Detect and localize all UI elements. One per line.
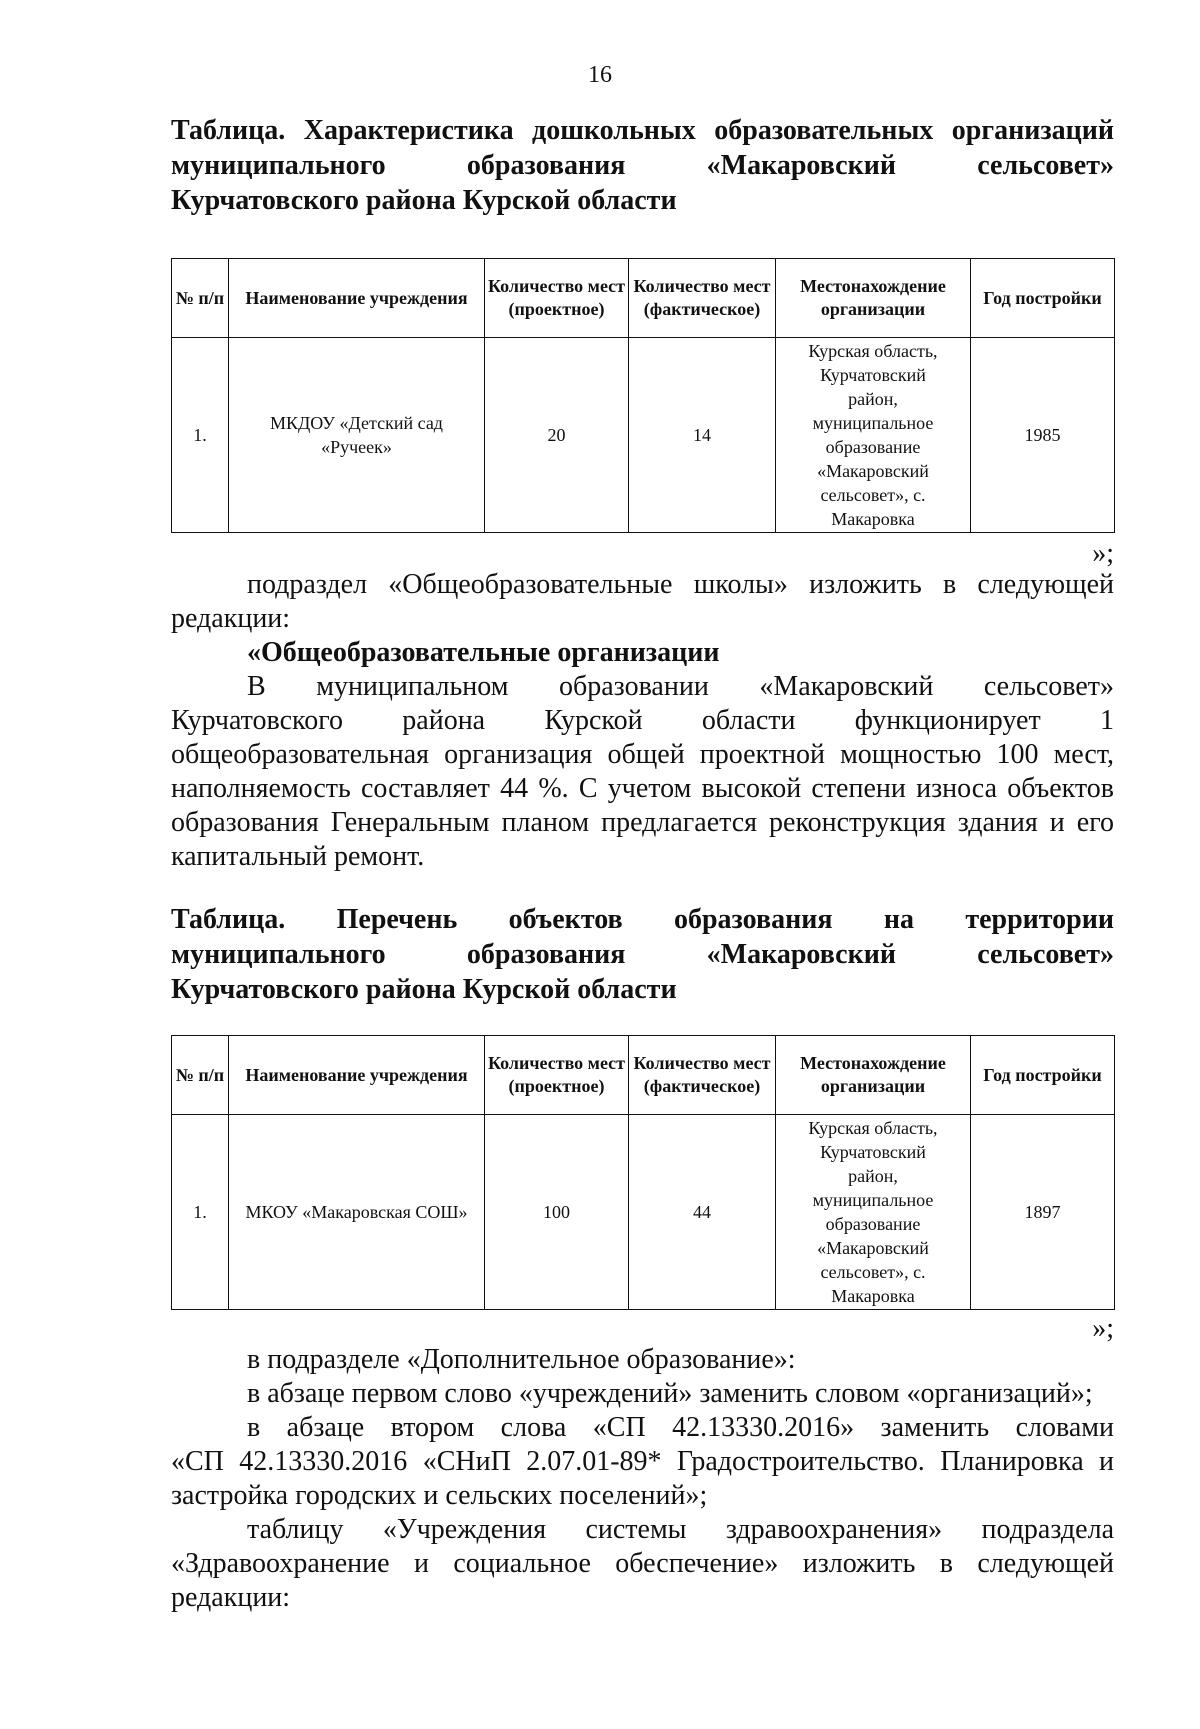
cell-num: 1. — [172, 338, 229, 533]
text-line: наполняемость составляет 44 %. С учетом высокой степени износа объектов — [171, 773, 1114, 804]
col-header-location: Местонахождение организации — [776, 1036, 971, 1115]
col-header-design-capacity: Количество мест (проектное) — [485, 259, 629, 338]
table2-title — [171, 902, 1114, 1007]
table1-title-line: Курчатовского района Курской области — [171, 185, 677, 216]
cell-name: МКДОУ «Детский сад «Ручеек» — [229, 338, 485, 533]
col-header-name: Наименование учреждения — [229, 1036, 485, 1115]
col-header-num: № п/п — [172, 1036, 229, 1115]
col-header-actual-capacity: Количество мест (фактическое) — [629, 1036, 776, 1115]
cell-year: 1985 — [971, 338, 1115, 533]
table2-schools — [171, 1035, 1115, 1310]
table1-preschool — [171, 258, 1115, 533]
text-line: общеобразовательная организация общей проектной мощностью 100 мест, — [171, 739, 1114, 770]
col-header-num: № п/п — [172, 259, 229, 338]
text-block-1 — [171, 568, 1114, 874]
text-line: Курчатовского района Курской области функционирует 1 — [171, 705, 1114, 736]
table1-title-line: Таблица. Характеристика дошкольных образовательных организаций — [171, 115, 1114, 146]
table-row — [172, 1115, 1115, 1310]
text-line: подраздел «Общеобразовательные школы» изложить в следующей — [247, 569, 1114, 600]
cell-actual-capacity: 14 — [629, 338, 776, 533]
page-number: 16 — [588, 62, 612, 88]
text-line: в подразделе «Дополнительное образование»: — [247, 1344, 796, 1375]
text-line: «Здравоохранение и социальное обеспечение» изложить в следующей — [171, 1548, 1114, 1579]
text-line: капитальный ремонт. — [171, 841, 425, 872]
table-row — [172, 338, 1115, 533]
col-header-design-capacity: Количество мест (проектное) — [485, 1036, 629, 1115]
table1-closing-quote: »; — [1092, 538, 1114, 569]
text-line: редакции: — [171, 1582, 291, 1613]
table2-closing-quote: »; — [1092, 1313, 1114, 1344]
col-header-actual-capacity: Количество мест (фактическое) — [629, 259, 776, 338]
col-header-name: Наименование учреждения — [229, 259, 485, 338]
col-header-location: Местонахождение организации — [776, 259, 971, 338]
cell-num: 1. — [172, 1115, 229, 1310]
text-line: редакции: — [171, 603, 291, 634]
text-line: в абзаце втором слова «СП 42.13330.2016» заменить словами — [247, 1412, 1114, 1443]
text-line: «СП 42.13330.2016 «СНиП 2.07.01-89* Градостроительство. Планировка и — [171, 1446, 1114, 1477]
text-line: В муниципальном образовании «Макаровский сельсовет» — [247, 671, 1114, 702]
col-header-year: Год постройки — [971, 1036, 1115, 1115]
table1-header-row — [172, 259, 1115, 338]
text-block-2 — [171, 1343, 1114, 1615]
cell-design-capacity: 100 — [485, 1115, 629, 1310]
table1-title-line: муниципального образования «Макаровский сельсовет» — [171, 150, 1114, 181]
cell-location: Курская область, Курчатовский район, муниципальное образование «Макаровский сельсовет», с. Макаровка — [776, 338, 971, 533]
text-line: в абзаце первом слово «учреждений» заменить словом «организаций»; — [247, 1378, 1093, 1409]
col-header-year: Год постройки — [971, 259, 1115, 338]
subsection-heading: «Общеобразовательные организации — [247, 637, 720, 668]
cell-name: МКОУ «Макаровская СОШ» — [229, 1115, 485, 1310]
table1-title — [171, 113, 1114, 218]
cell-design-capacity: 20 — [485, 338, 629, 533]
table2-title-line: Таблица. Перечень объектов образования на территории — [171, 904, 1114, 935]
table2-header-row — [172, 1036, 1115, 1115]
text-line: таблицу «Учреждения системы здравоохранения» подраздела — [247, 1514, 1114, 1545]
table2-title-line: муниципального образования «Макаровский сельсовет» — [171, 939, 1114, 970]
cell-actual-capacity: 44 — [629, 1115, 776, 1310]
text-line: образования Генеральным планом предлагается реконструкция здания и его — [171, 807, 1114, 838]
text-line: застройка городских и сельских поселений»; — [171, 1480, 708, 1511]
table2-title-line: Курчатовского района Курской области — [171, 974, 677, 1005]
cell-year: 1897 — [971, 1115, 1115, 1310]
cell-location: Курская область, Курчатовский район, муниципальное образование «Макаровский сельсовет», с. Макаровка — [776, 1115, 971, 1310]
